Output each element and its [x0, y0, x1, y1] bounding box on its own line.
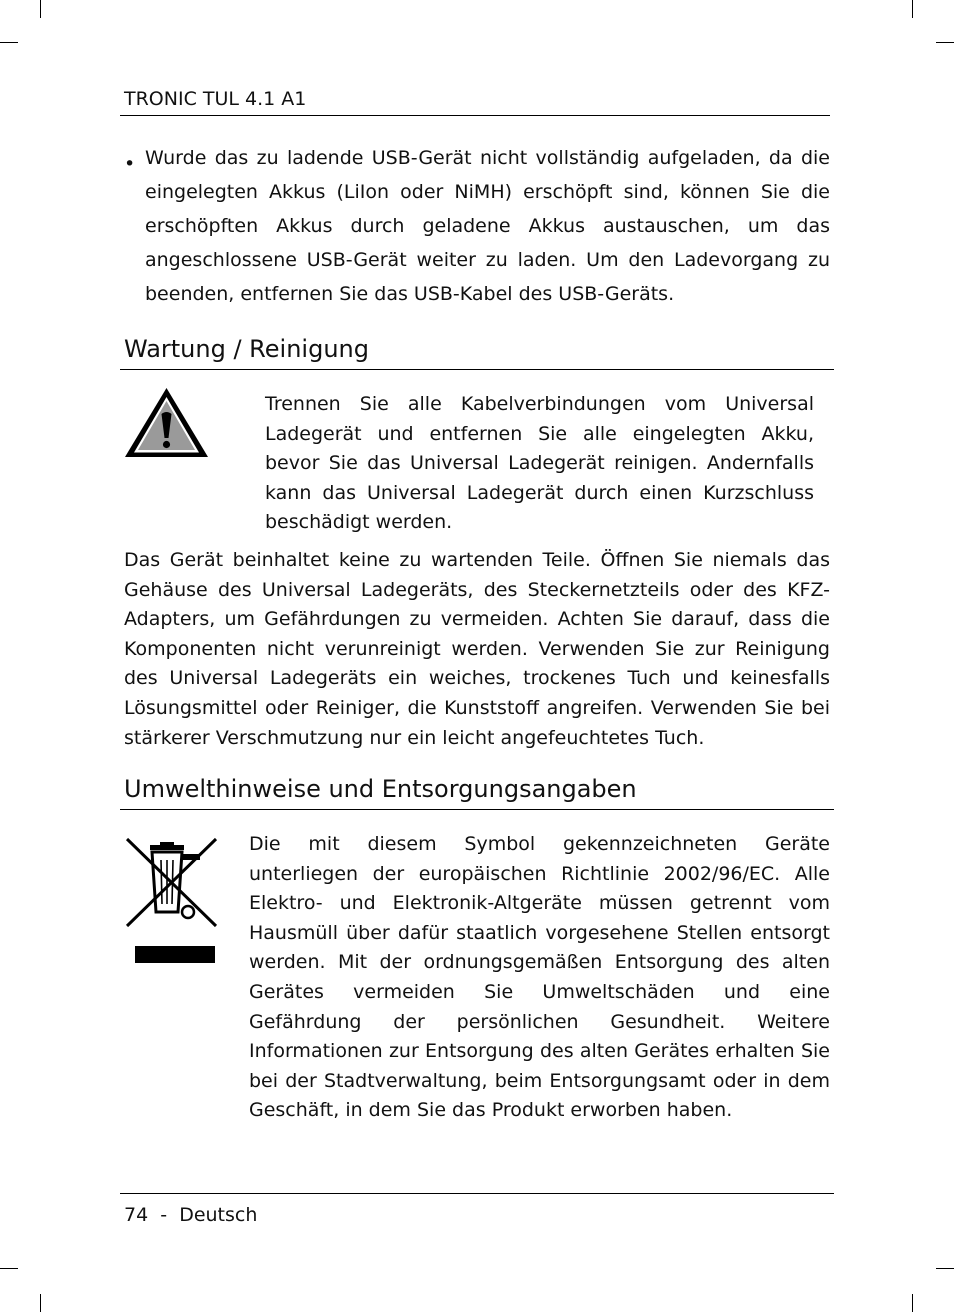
crop-mark	[912, 0, 913, 18]
header-rule	[120, 115, 830, 116]
page-footer: 74 - Deutsch	[124, 1204, 258, 1226]
bullet-marker: •	[124, 153, 136, 175]
maintenance-paragraph: Das Gerät beinhaltet keine zu wartenden Teile. Öffnen Sie niemals das Gehäuse des Universal Ladegeräts, des Steckernetzteils oder des KFZ-Adapters, um Gefährdungen zu vermeiden. Achten Sie darauf, dass die Komponenten nicht verunreinigt werden. Verwenden Sie zur Reinigung des Universal Ladegeräts ein weiches, trockenes Tuch und keinesfalls Lösungsmittel oder Reiniger, die Kunststoff angreifen. Verwenden Sie bei stärkerer Verschmutzung nur ein leicht angefeuchtetes Tuch.	[124, 549, 830, 749]
document-title: TRONIC TUL 4.1 A1	[124, 88, 307, 110]
crossed-out-bin-icon	[124, 834, 218, 966]
section-heading-umwelt: Umwelthinweise und Entsorgungsangaben	[124, 775, 637, 803]
section-rule	[120, 809, 834, 810]
crop-mark	[40, 1294, 41, 1312]
bullet-paragraph: Wurde das zu ladende USB-Gerät nicht vollständig aufgeladen, da die eingelegten Akkus (LiIon oder NiMH) erschöpft sind, können Sie die erschöpften Akkus durch geladene Akkus austauschen, um das angeschlossene USB-Gerät weiter zu laden. Um den Ladevorgang zu beenden, entfernen Sie das USB-Kabel des USB-Geräts.	[145, 147, 830, 305]
crop-mark	[40, 0, 41, 18]
footer-rule	[120, 1193, 834, 1194]
crop-mark	[936, 42, 954, 43]
crop-mark	[936, 1268, 954, 1269]
crop-mark	[0, 1268, 18, 1269]
section-heading-wartung: Wartung / Reinigung	[124, 335, 369, 363]
section-rule	[120, 369, 834, 370]
crop-mark	[912, 1294, 913, 1312]
warning-text: Trennen Sie alle Kabelverbindungen vom Universal Ladegerät und entfernen Sie alle eingelegten Akku, bevor Sie das Universal Ladegerät reinigen. Andernfalls kann das Universal Ladegerät durch einen Kurzschluss beschädigt werden.	[265, 393, 814, 534]
disposal-text: Die mit diesem Symbol gekennzeichneten Geräte unterliegen der europäischen Richtlinie 2002/96/EC. Alle Elektro- und Elektronik-Altgeräte müssen getrennt vom Hausmüll über dafür staatlich vorgesehene Stellen entsorgt werden. Mit der ordnungsgemäßen Entsorgung des alten Gerätes vermeiden Sie Umweltschäden und eine Gefährdung der persönlichen Gesundheit. Weitere Informationen zur Entsorgung des alten Gerätes erhalten Sie bei der Stadtverwaltung, beim Entsorgungsamt oder in dem Geschäft, in dem Sie das Produkt erworben haben.	[249, 833, 830, 1122]
warning-triangle-icon	[123, 386, 210, 459]
crop-mark	[0, 42, 18, 43]
